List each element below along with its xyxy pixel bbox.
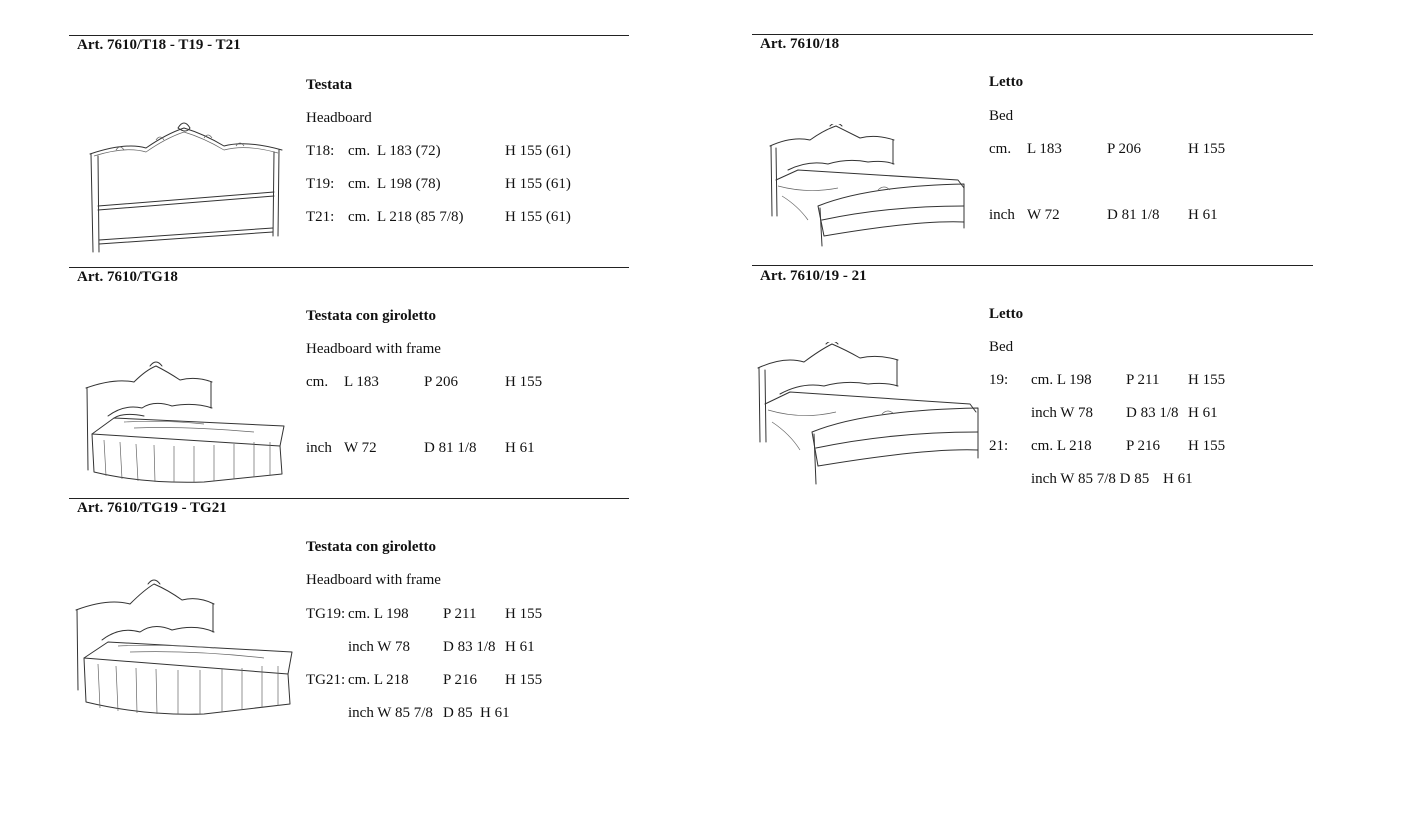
width-value: L 198 (78)	[377, 176, 441, 192]
depth-value: P 206	[1107, 141, 1142, 157]
depth-value: D 81 1/8	[1107, 207, 1160, 223]
width-value: cm. L 218	[1031, 438, 1092, 454]
divider	[69, 35, 629, 36]
height-value: H 61	[1188, 207, 1218, 223]
width-value: cm. L 198	[1031, 372, 1092, 388]
depth-value: P 211	[1126, 372, 1160, 388]
width-value: cm. L 198	[348, 606, 409, 622]
product-name-english: Bed	[989, 108, 1014, 124]
product-name-english: Headboard with frame	[306, 341, 441, 357]
bed-with-frame-icon	[74, 578, 299, 720]
depth-value: P 206	[424, 374, 459, 390]
width-value: L 183 (72)	[377, 143, 441, 159]
unit-label: cm.	[348, 143, 371, 159]
product-name-english: Bed	[989, 339, 1014, 355]
height-value: H 61	[1163, 471, 1193, 487]
variant-code: T19:	[306, 176, 335, 192]
article-code: Art. 7610/TG19 - TG21	[77, 500, 227, 516]
variant-code: T21:	[306, 209, 335, 225]
width-value: W 72	[344, 440, 377, 456]
unit-label: inch	[989, 207, 1015, 223]
width-value: W 72	[1027, 207, 1060, 223]
height-value: H 155	[1188, 141, 1226, 157]
divider	[69, 267, 629, 268]
width-value: L 183	[1027, 141, 1062, 157]
unit-label: inch	[306, 440, 332, 456]
depth-value: P 216	[443, 672, 478, 688]
headboard-icon	[86, 120, 286, 255]
product-name-english: Headboard	[306, 110, 372, 126]
height-value: H 155	[505, 672, 543, 688]
product-name: Testata	[306, 77, 353, 93]
depth-value: D 83 1/8	[443, 639, 496, 655]
depth-value: P 216	[1126, 438, 1161, 454]
product-name: Testata con giroletto	[306, 308, 436, 324]
depth-value: D 83 1/8	[1126, 405, 1179, 421]
height-value: H 61	[505, 639, 535, 655]
height-value: H 155 (61)	[505, 209, 571, 225]
article-code: Art. 7610/T18 - T19 - T21	[77, 37, 241, 53]
divider	[752, 34, 1313, 35]
height-value: H 155	[505, 606, 543, 622]
bed-icon	[768, 124, 968, 250]
article-code: Art. 7610/19 - 21	[760, 268, 867, 284]
bed-icon	[756, 342, 982, 488]
width-value: L 183	[344, 374, 379, 390]
variant-code: 21:	[989, 438, 1009, 454]
article-code: Art. 7610/18	[760, 36, 840, 52]
variant-code: 19:	[989, 372, 1009, 388]
variant-code: TG21:	[306, 672, 346, 688]
width-value: inch W 78	[348, 639, 410, 655]
height-value: H 155	[505, 374, 543, 390]
height-value: H 155	[1188, 372, 1226, 388]
variant-code: T18:	[306, 143, 335, 159]
variant-code: TG19:	[306, 606, 346, 622]
height-value: H 155 (61)	[505, 176, 571, 192]
product-name: Testata con giroletto	[306, 539, 436, 555]
depth-value: P 211	[443, 606, 477, 622]
height-value: H 61	[1188, 405, 1218, 421]
product-name: Letto	[989, 74, 1024, 90]
bed-with-frame-icon	[84, 360, 289, 488]
depth-value: D 81 1/8	[424, 440, 477, 456]
height-value: H 155	[1188, 438, 1226, 454]
height-value: H 155 (61)	[505, 143, 571, 159]
width-value: L 218 (85 7/8)	[377, 209, 464, 225]
height-value: H 61	[480, 705, 510, 721]
article-code: Art. 7610/TG18	[77, 269, 178, 285]
depth-value: D 85	[443, 705, 473, 721]
width-value: cm. L 218	[348, 672, 409, 688]
width-value: inch W 85 7/8	[348, 705, 433, 721]
divider	[69, 498, 629, 499]
width-depth-value: inch W 85 7/8 D 85	[1031, 471, 1150, 487]
width-value: inch W 78	[1031, 405, 1093, 421]
product-name-english: Headboard with frame	[306, 572, 441, 588]
height-value: H 61	[505, 440, 535, 456]
unit-label: cm.	[348, 176, 371, 192]
product-name: Letto	[989, 306, 1024, 322]
unit-label: cm.	[348, 209, 371, 225]
unit-label: cm.	[306, 374, 329, 390]
divider	[752, 265, 1313, 266]
unit-label: cm.	[989, 141, 1012, 157]
